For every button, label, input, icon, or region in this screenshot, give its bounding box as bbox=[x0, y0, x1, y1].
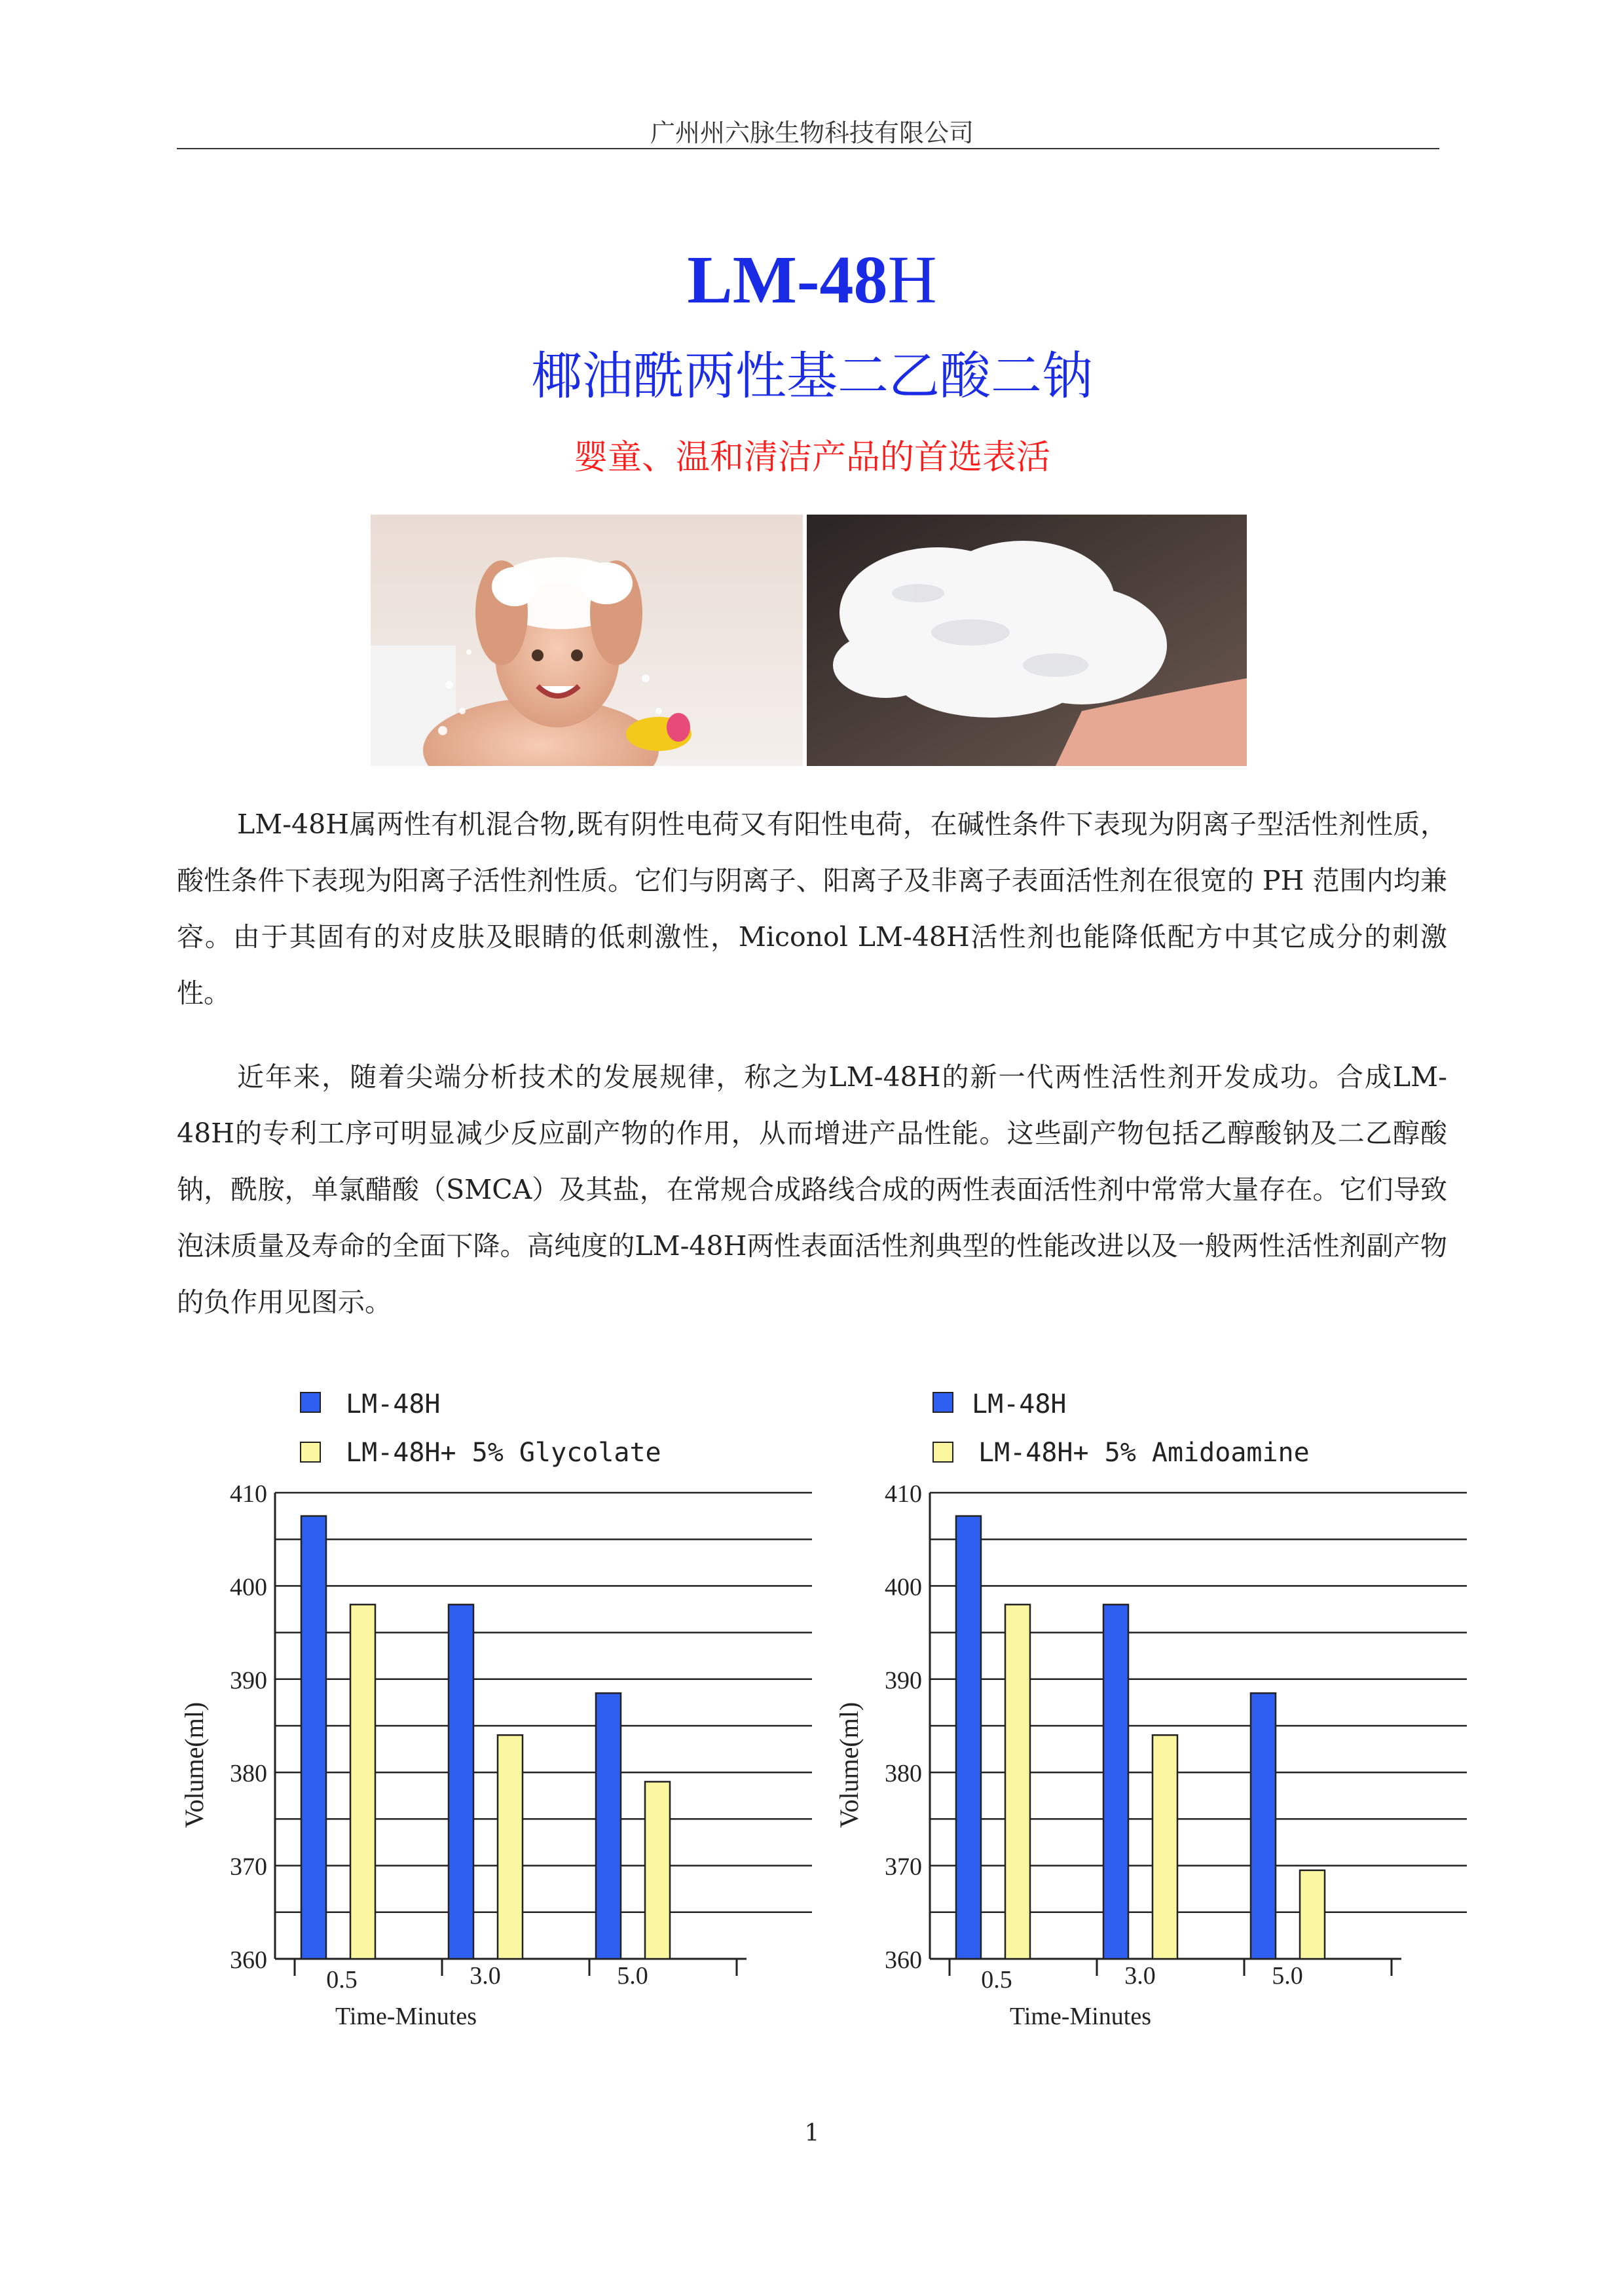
page-number: 1 bbox=[804, 2120, 820, 2147]
bar-lm48h-0.5 bbox=[301, 1516, 326, 1959]
bar-additive-0.5 bbox=[350, 1605, 375, 1959]
bar-additive-5.0 bbox=[645, 1781, 670, 1959]
x-tick-label: 0.5 bbox=[981, 1966, 1012, 1994]
page-header-company: 广州州六脉生物科技有限公司 bbox=[650, 118, 974, 147]
bar-lm48h-3.0 bbox=[449, 1605, 473, 1959]
foam-hand-photo bbox=[807, 515, 1247, 766]
legend-swatch-blue bbox=[300, 1392, 321, 1413]
foam-volume-chart-glycolate bbox=[177, 1467, 825, 2030]
x-tick-label: 5.0 bbox=[617, 1962, 648, 1990]
header-divider bbox=[177, 148, 1439, 149]
x-tick-label: 3.0 bbox=[1124, 1962, 1156, 1990]
x-tick-label: 5.0 bbox=[1272, 1962, 1303, 1990]
product-code-bold: LM-48 bbox=[687, 242, 888, 318]
bar-additive-3.0 bbox=[1153, 1735, 1177, 1959]
legend-label: LM-48H+ 5% Glycolate bbox=[346, 1438, 661, 1468]
x-tick-label: 3.0 bbox=[470, 1962, 501, 1990]
legend-swatch-yellow bbox=[932, 1442, 953, 1463]
x-axis-label: Time-Minutes bbox=[335, 2003, 477, 2030]
y-tick-label: 390 bbox=[230, 1666, 267, 1694]
intro-paragraph: LM-48H属两性有机混合物,既有阴性电荷又有阳性电荷，在碱性条件下表现为阴离子型活性剂性质，酸性条件下表现为阳离子活性剂性质。它们与阴离子、阳离子及非离子表面活性剂在很宽的 PH 范围内均兼容。由于其固有的对皮肤及眼睛的低刺激性，Miconol LM-48H活性剂也能降低配方中其它成分的刺激性。 bbox=[177, 809, 1447, 1009]
x-axis-label: Time-Minutes bbox=[1009, 2003, 1152, 2030]
y-tick-label: 390 bbox=[885, 1666, 922, 1694]
product-tagline: 婴童、温和清洁产品的首选表活 bbox=[573, 438, 1050, 477]
y-tick-label: 400 bbox=[885, 1573, 922, 1601]
legend-swatch-yellow bbox=[300, 1442, 321, 1463]
legend-swatch-blue bbox=[932, 1392, 953, 1413]
product-code-suffix: H bbox=[887, 242, 937, 318]
development-paragraph: 近年来，随着尖端分析技术的发展规律，称之为LM-48H的新一代两性活性剂开发成功。合成LM-48H的专利工序可明显减少反应副产物的作用，从而增进产品性能。这些副产物包括乙醇酸钠及二乙醇酸钠，酰胺，单氯醋酸（SMCA）及其盐，在常规合成路线合成的两性表面活性剂中常常大量存在。它们导致泡沫质量及寿命的全面下降。高纯度的LM-48H两性表面活性剂典型的性能改进以及一般两性活性剂副产物的负作用见图示。 bbox=[177, 1061, 1447, 1318]
legend-label: LM-48H bbox=[972, 1389, 1067, 1419]
x-tick-label: 0.5 bbox=[326, 1966, 358, 1994]
y-tick-label: 370 bbox=[230, 1853, 267, 1881]
bar-additive-3.0 bbox=[498, 1735, 523, 1959]
legend-label: LM-48H+ 5% Amidoamine bbox=[978, 1438, 1310, 1468]
bar-lm48h-5.0 bbox=[1251, 1693, 1276, 1959]
bar-lm48h-0.5 bbox=[956, 1516, 981, 1959]
child-bath-photo bbox=[371, 515, 803, 766]
y-axis-label: Volume(ml) bbox=[179, 1702, 209, 1829]
foam-volume-chart-amidoamine bbox=[832, 1467, 1480, 2030]
y-axis-label: Volume(ml) bbox=[834, 1702, 864, 1829]
legend-label: LM-48H bbox=[346, 1389, 441, 1419]
bar-lm48h-5.0 bbox=[596, 1693, 621, 1959]
bar-lm48h-3.0 bbox=[1103, 1605, 1128, 1959]
y-tick-label: 410 bbox=[885, 1480, 922, 1508]
y-tick-label: 400 bbox=[230, 1573, 267, 1601]
y-tick-label: 360 bbox=[885, 1946, 922, 1974]
y-tick-label: 410 bbox=[230, 1480, 267, 1508]
product-name-title: 椰油酰两性基二乙酸二钠 bbox=[530, 347, 1093, 406]
y-tick-label: 360 bbox=[230, 1946, 267, 1974]
y-tick-label: 380 bbox=[230, 1760, 267, 1788]
product-code-title bbox=[0, 241, 1624, 319]
y-tick-label: 380 bbox=[885, 1760, 922, 1788]
y-tick-label: 370 bbox=[885, 1853, 922, 1881]
bar-additive-5.0 bbox=[1300, 1870, 1325, 1959]
bar-additive-0.5 bbox=[1005, 1605, 1030, 1959]
